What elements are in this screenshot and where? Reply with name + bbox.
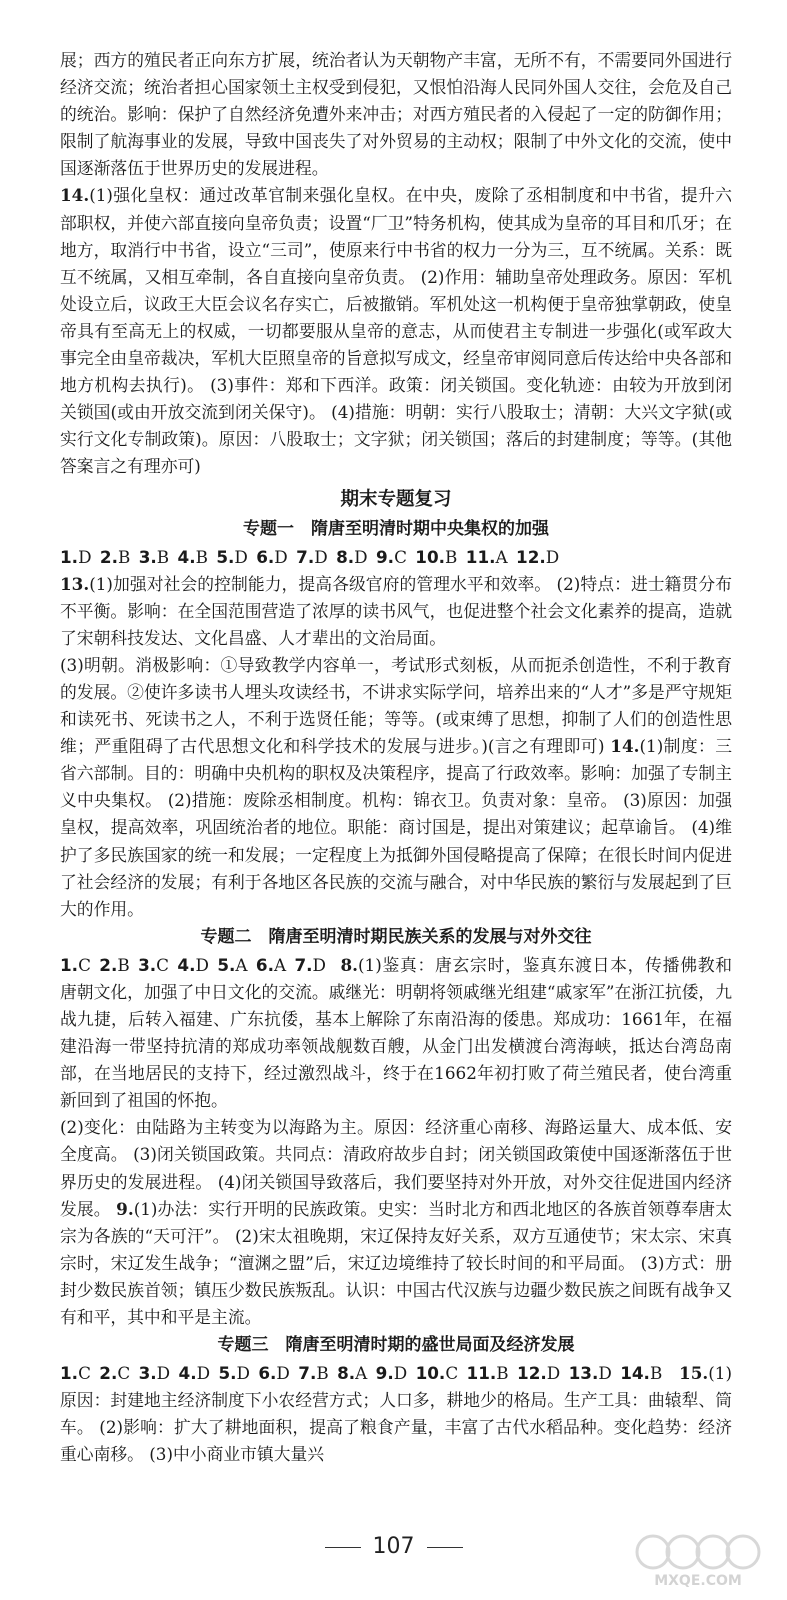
svg-text:MXQE.COM: MXQE.COM	[654, 1573, 742, 1589]
topic1-choice-answer: A	[495, 546, 517, 567]
topic2-choice-answer: C	[78, 954, 100, 975]
page-number-left-dash	[325, 1547, 361, 1548]
topic2-q9-text: (1)办法：实行开明的民族政策。史实：当时北方和西北地区的各族首领尊奉唐太宗为各族的“天可汗”。 (2)宋太祖晚期，宋辽保持友好关系，双方互通使节；宋太宗、宋真宗时，宋辽发生战争；“澶渊之盟”后，宋辽边境维持了较长时间的和平局面。 (3)方式：册封少数民族首领；镇压少数民族叛乱。认识：中国古代汉族与边疆少数民族之间既有战争又有和平，其中和平是主流。	[60, 1198, 732, 1328]
topic1-choice-answer: B	[117, 546, 139, 567]
topic3-choice-answer: C	[78, 1363, 100, 1384]
watermark-logo	[623, 1530, 773, 1590]
topic1-q14-text: (1)制度：三省六部制。目的：明确中央机构的职权及决策程序，提高了行政效率。影响：加强了专制主义中央集权。 (2)措施：废除丞相制度。机构：锦衣卫。负责对象：皇帝。 (3)原因：加强皇权，提高效率，巩固统治者的地位。职能：商讨国是，提出对策建议；起草谕旨。 (4)维护了多民族国家的统一和发展；一定程度上为抵御外国侵略提高了保障；在很长时间内促进了社会经济的发展；有利于各地区各民族的交流与融合，对中华民族的繁衍与发展起到了巨大的作用。	[60, 736, 732, 919]
topic2-choice-answer: B	[117, 954, 139, 975]
topic2-choice-number: 4.	[177, 954, 196, 975]
topic1-choice-number: 2.	[99, 546, 118, 567]
q14-text: (1)强化皇权：通过改革官制来强化皇权。在中央，废除了丞相制度和中书省，提升六部职权，并使六部直接向皇帝负责；设置“厂卫”特务机构，使其成为皇帝的耳目和爪牙；在地方，取消行中书省，设立“三司”，使原来行中书省的权力一分为三，互不统属。关系：既互不统属，又相互牵制，各自直接向皇帝负责。 (2)作用：辅助皇帝处理政务。原因：军机处设立后，议政王大臣会议名存实亡，后被撤销。军机处这一机构便于皇帝独掌朝政，使皇帝具有至高无上的权威，一切都要服从皇帝的意志，从而使君主专制进一步强化(或军政大事完全由皇帝裁决，军机大臣照皇帝的旨意拟写成文，经皇帝审阅同意后传达给中央各部和地方机构去执行)。 (3)事件：郑和下西洋。政策：闭关锁国。变化轨迹：由较为开放到闭关锁国(或由开放交流到闭关保守)。 (4)措施：明朝：实行八股取士；清朝：大兴文字狱(或实行文化专制政策)。原因：八股取士；文字狱；闭关锁国；落后的封建制度；等等。(其他答案言之有理亦可)	[60, 185, 732, 477]
topic3-choice-answer: D	[236, 1363, 259, 1384]
topic2-title: 专题二 隋唐至明清时期民族关系的发展与对外交往	[200, 926, 592, 947]
topic3-choice-answer: B	[649, 1363, 671, 1384]
topic1-choice-answer: D	[78, 546, 100, 567]
topic3-choice-number: 9.	[375, 1363, 394, 1384]
topic2-q8-text2: (2)变化：由陆路为主转变为以海路为主。原因：经济重心南移、海路运量大、成本低、安全度高。 (3)闭关锁国政策。共同点：清政府故步自封；闭关锁国政策使中国逐渐落伍于世界历史的发展进程。 (4)闭关锁国导致落后，我们要坚持对外开放，对外交往促进国内经济发展。	[60, 1117, 732, 1219]
topic1-choice-answer: B	[156, 546, 178, 567]
topic3-choice-answer: C	[117, 1363, 139, 1384]
topic3-q15-number: 15.	[679, 1363, 709, 1384]
topic1-choice-number: 1.	[60, 546, 79, 567]
topic1-choice-answer: B	[195, 546, 217, 567]
topic3-title: 专题三 隋唐至明清时期的盛世局面及经济发展	[217, 1335, 575, 1356]
topic2-q9-number: 9.	[116, 1198, 134, 1219]
topic1-choice-number: 10.	[415, 546, 446, 567]
topic3-choice-answer: D	[393, 1363, 416, 1384]
topic3-choice-number: 14.	[620, 1363, 650, 1384]
topic1-choice-number: 3.	[138, 546, 157, 567]
topic1-choice-answer: D	[234, 546, 257, 567]
topic1-choice-number: 6.	[256, 546, 275, 567]
q14-number: 14.	[60, 185, 90, 206]
topic3-choice-answer: C	[445, 1363, 467, 1384]
topic2-choice-number: 2.	[99, 954, 118, 975]
topic3-choice-number: 11.	[466, 1363, 497, 1384]
topic3-choice-answer: D	[156, 1363, 179, 1384]
topic2-choice-number: 5.	[217, 954, 236, 975]
topic2-choice-number: 6.	[255, 954, 274, 975]
topic2-q8-text: (1)鉴真：唐玄宗时，鉴真东渡日本，传播佛教和唐朝文化，加强了中日文化的交流。戚继光：明朝将领戚继光组建“戚家军”在浙江抗倭，九战九捷，后转入福建、广东抗倭，基本上解除了东南沿海的倭患。郑成功：1661年，在福建沿海一带坚持抗清的郑成功率领战舰数百艘，从金门出发横渡台湾海峡，抵达台湾岛南部，在当地居民的支持下，经过激烈战斗，终于在1662年初打败了荷兰殖民者，使台湾重新回到了祖国的怀抱。	[60, 954, 732, 1111]
topic1-choice-number: 11.	[465, 546, 496, 567]
page-number-text: 107	[372, 1534, 415, 1559]
topic2-choice-answer: A	[273, 954, 295, 975]
topic2-choices	[60, 955, 334, 975]
topic1-q13-text2: (3)明朝。消极影响：①导致教学内容单一，考试形式刻板，从而扼杀创造性，不利于教育的发展。②使许多读书人埋头攻读经书，不讲求实际学问，培养出来的“人才”多是严守规矩和读死书、死读书之人，不利于选贤任能；等等。(或束缚了思想，抑制了人们的创造性思维；严重阻碍了古代思想文化和科学技术的发展与进步。)(言之有理即可)	[60, 654, 732, 757]
topic3-choice-answer: D	[276, 1363, 299, 1384]
topic1-title: 专题一 隋唐至明清时期中央集权的加强	[243, 518, 549, 539]
topic1-q14-number: 14.	[610, 736, 640, 757]
topic2-choice-answer: D	[312, 954, 335, 975]
topic1-q13-part3	[60, 652, 732, 923]
topic1-choice-answer: D	[274, 546, 297, 567]
topic1-choice-answer: B	[445, 546, 466, 567]
topic1-choice-number: 7.	[296, 546, 315, 567]
topic2-choice-answer: A	[235, 954, 256, 975]
topic3-choice-number: 4.	[178, 1363, 197, 1384]
topic3-choice-answer: A	[355, 1363, 376, 1384]
topic1-choice-number: 9.	[376, 546, 395, 567]
topic3-choice-number: 13.	[568, 1363, 599, 1384]
topic3-choice-number: 3.	[138, 1363, 157, 1384]
intro-paragraph: 展；西方的殖民者正向东方扩展，统治者认为天朝物产丰富，无所不有，不需要同外国进行经济交流；统治者担心国家领土主权受到侵犯，又恨怕沿海人民同外国人交往，会危及自己的统治。影响：保护了自然经济免遭外来冲击；对西方殖民者的入侵起了一定的防御作用；限制了航海事业的发展，导致中国丧失了对外贸易的主动权；限制了中外文化的交流，使中国逐渐落伍于世界历史的发展进程。	[60, 50, 732, 179]
topic1-choice-number: 5.	[216, 546, 235, 567]
topic2-q8-part2	[60, 1114, 732, 1331]
topic1-q13	[60, 571, 732, 652]
topic2-choice-answer: D	[195, 954, 218, 975]
topic3-choice-number: 8.	[337, 1363, 356, 1384]
answer-page	[60, 47, 732, 1469]
topic1-choice-answer: D	[314, 546, 337, 567]
topic3-choices-q15	[60, 1360, 732, 1468]
topic2-choices-q8	[60, 952, 732, 1115]
topic3-choice-number: 1.	[60, 1363, 79, 1384]
topic3-choice-answer: D	[196, 1363, 219, 1384]
topic3-q15-text: (1)原因：封建地主经济制度下小农经营方式；人口多，耕地少的格局。生产工具：曲辕犁、筒车。 (2)影响：扩大了耕地面积，提高了粮食产量，丰富了古代水稻品种。变化趋势：经济重心南移。 (3)中小商业市镇大量兴	[60, 1363, 732, 1465]
topic2-choice-number: 7.	[294, 954, 313, 975]
topic2-q8-number: 8.	[340, 954, 358, 975]
topic3-choices	[60, 1363, 671, 1383]
topic2-choice-answer: C	[156, 954, 178, 975]
topic1-q13-number: 13.	[60, 573, 90, 594]
topic2-choice-number: 3.	[138, 954, 157, 975]
topic3-choice-answer: B	[496, 1363, 518, 1384]
q14-answer	[60, 182, 732, 480]
topic3-choice-number: 7.	[298, 1363, 317, 1384]
topic3-choice-answer: D	[546, 1363, 569, 1384]
topic1-choice-answer: D	[545, 546, 568, 567]
topic1-choice-number: 8.	[336, 546, 355, 567]
topic3-choice-number: 10.	[415, 1363, 446, 1384]
topic1-choice-answer: D	[354, 546, 376, 567]
page-number-right-dash	[427, 1547, 463, 1548]
topic1-choices	[60, 544, 732, 571]
topic1-choice-number: 12.	[516, 546, 546, 567]
topic3-choice-answer: B	[316, 1363, 338, 1384]
topic3-choice-number: 12.	[517, 1363, 547, 1384]
topic1-choice-answer: C	[394, 546, 416, 567]
topic1-q13-text: (1)加强对社会的控制能力，提高各级官府的管理水平和效率。 (2)特点：进士籍贯分布不平衡。影响：在全国范围营造了浓厚的读书风气，也促进整个社会文化素养的提高，造就了宋朝科技发达、文化昌盛、人才辈出的文治局面。	[60, 573, 732, 648]
topic1-choice-number: 4.	[177, 546, 196, 567]
section-title: 期末专题复习	[340, 488, 452, 510]
topic3-choice-number: 2.	[99, 1363, 118, 1384]
topic3-choice-number: 5.	[218, 1363, 237, 1384]
topic2-choice-number: 1.	[60, 954, 79, 975]
topic3-choice-number: 6.	[258, 1363, 277, 1384]
topic3-choice-answer: D	[598, 1363, 621, 1384]
